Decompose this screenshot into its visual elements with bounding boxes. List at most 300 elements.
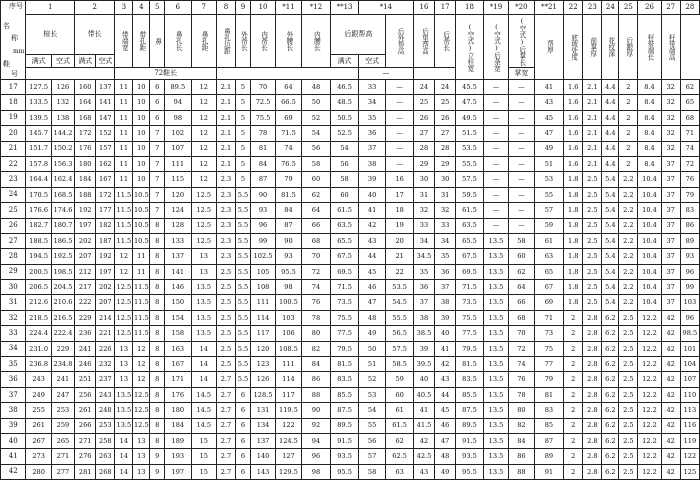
name-c6: 鼻孔长 — [165, 15, 191, 68]
value-cell: 62 — [386, 433, 414, 448]
colnum-26: 26 — [638, 1, 661, 15]
value-cell: 63 — [534, 249, 564, 264]
value-cell: 2.5 — [216, 295, 235, 310]
value-cell: 13 — [191, 264, 216, 279]
value-cell: 39 — [435, 310, 456, 325]
value-cell: 67.5 — [331, 249, 359, 264]
corner-xu: 序号 — [9, 2, 23, 10]
value-cell: 12 — [115, 249, 133, 264]
value-cell: 60 — [301, 172, 331, 187]
value-cell: 122 — [276, 418, 301, 433]
value-cell: 5.4 — [602, 172, 619, 187]
name-c18: (空式)后条宽 — [483, 15, 508, 80]
value-cell: 98 — [301, 464, 331, 479]
value-cell: 10 — [133, 141, 150, 156]
value-cell: 12.5 — [115, 295, 133, 310]
value-cell: 13.5 — [483, 233, 508, 248]
value-cell: 13.5 — [115, 403, 133, 418]
value-cell: 72 — [509, 341, 534, 356]
value-cell: 34.5 — [413, 249, 434, 264]
value-cell: 188 — [75, 187, 96, 202]
value-cell: 81.5 — [456, 357, 484, 372]
value-cell: 7 — [150, 203, 165, 218]
value-cell: 39 — [413, 341, 434, 356]
value-cell: 74 — [680, 141, 699, 156]
value-cell: 218.5 — [26, 310, 51, 325]
value-cell: 10.4 — [638, 280, 661, 295]
value-cell: 56 — [358, 433, 386, 448]
value-cell: 76 — [301, 295, 331, 310]
value-cell: 1.8 — [564, 172, 583, 187]
value-cell: 74 — [301, 280, 331, 295]
value-cell: 156.3 — [51, 156, 74, 171]
value-cell: 168.5 — [51, 187, 74, 202]
value-cell: 122 — [680, 449, 699, 464]
name-c3: 带端宽 — [115, 15, 133, 68]
value-cell: — — [509, 80, 534, 95]
value-cell: 46 — [358, 280, 386, 295]
value-cell: 89 — [534, 449, 564, 464]
value-cell: 39 — [358, 172, 386, 187]
value-cell: 37 — [661, 249, 680, 264]
value-cell: 2.5 — [583, 203, 602, 218]
colnum-2: 2 — [75, 1, 115, 15]
value-cell: 5 — [236, 156, 251, 171]
value-cell: 8 — [150, 295, 165, 310]
value-cell: 12.5 — [133, 403, 150, 418]
value-cell: 2.7 — [216, 403, 235, 418]
table-body — [1, 80, 700, 480]
value-cell: 12.5 — [115, 310, 133, 325]
name-c20: 帮厚 — [534, 15, 564, 80]
value-cell: 77.5 — [331, 326, 359, 341]
value-cell: 5 — [236, 141, 251, 156]
value-cell: 192 — [75, 203, 96, 218]
value-cell: 42 — [661, 357, 680, 372]
value-cell: 10.5 — [133, 218, 150, 233]
value-cell: 167 — [96, 172, 115, 187]
value-cell: — — [483, 110, 508, 125]
value-cell: 43 — [534, 95, 564, 110]
table-row — [1, 95, 700, 110]
name-c4: 带孔距 — [133, 15, 150, 68]
value-cell: 2 — [564, 464, 583, 479]
value-cell: 7 — [150, 187, 165, 202]
value-cell: 2 — [564, 372, 583, 387]
value-cell: 6.2 — [602, 449, 619, 464]
size-cell: 29 — [1, 264, 26, 279]
value-cell: 2 — [619, 141, 638, 156]
value-cell: 40.5 — [413, 387, 434, 402]
value-cell: 55.5 — [456, 156, 484, 171]
value-cell: 14 — [115, 464, 133, 479]
value-cell: 2.5 — [619, 341, 638, 356]
value-cell: 6 — [236, 449, 251, 464]
value-cell: 11 — [115, 172, 133, 187]
value-cell: 1.6 — [564, 80, 583, 95]
value-cell: 47.5 — [456, 95, 484, 110]
value-cell: 1.8 — [564, 218, 583, 233]
table-row — [1, 110, 700, 125]
name-c23: 花纹深 — [602, 15, 619, 80]
value-cell: 51.5 — [456, 126, 484, 141]
value-cell: 38 — [358, 156, 386, 171]
value-cell: 48 — [435, 449, 456, 464]
value-cell: 12.5 — [115, 280, 133, 295]
name-c16: 后帮长 — [435, 15, 456, 68]
value-cell: 86 — [680, 218, 699, 233]
value-cell: 13.5 — [191, 326, 216, 341]
value-cell: 37 — [661, 187, 680, 202]
value-cell: 44 — [358, 249, 386, 264]
value-cell: 176.6 — [26, 203, 51, 218]
value-cell: 231.0 — [26, 341, 51, 356]
size-cell: 34 — [1, 341, 26, 356]
value-cell: 96 — [250, 218, 275, 233]
value-cell: 71.5 — [456, 280, 484, 295]
value-cell: — — [483, 172, 508, 187]
value-cell: 2.8 — [583, 387, 602, 402]
value-cell: 48 — [358, 310, 386, 325]
value-cell: 93 — [250, 203, 275, 218]
corner-mm: mm — [13, 48, 25, 55]
name-c2: 带长 — [75, 15, 115, 55]
value-cell: 103 — [276, 310, 301, 325]
corner-xie: 鞋 — [3, 60, 10, 68]
value-cell: 229 — [51, 341, 74, 356]
value-cell: 31 — [435, 187, 456, 202]
value-cell: 20 — [386, 233, 414, 248]
value-cell: 28 — [413, 141, 434, 156]
value-cell: 171 — [165, 372, 191, 387]
value-cell: 75.5 — [250, 110, 275, 125]
value-cell: 5.5 — [236, 372, 251, 387]
value-cell: 68 — [301, 233, 331, 248]
value-cell: 2.7 — [216, 464, 235, 479]
label-blank-2 — [216, 68, 358, 80]
label-dash: — — [358, 68, 413, 80]
value-cell: 35 — [358, 110, 386, 125]
value-cell: 37 — [661, 233, 680, 248]
value-cell: 89.5 — [331, 418, 359, 433]
value-cell: 266 — [75, 418, 96, 433]
value-cell: 200.5 — [26, 264, 51, 279]
value-cell: 11 — [115, 80, 133, 95]
value-cell: 261 — [26, 418, 51, 433]
value-cell: 49 — [534, 141, 564, 156]
size-cell: 40 — [1, 433, 26, 448]
value-cell: 202 — [96, 280, 115, 295]
value-cell: 102.5 — [250, 249, 275, 264]
colnum-25: 25 — [619, 1, 638, 15]
value-cell: 162.4 — [51, 172, 74, 187]
name-c25: 杆带端长 — [638, 15, 661, 80]
value-cell: — — [509, 156, 534, 171]
value-cell: 2.2 — [619, 172, 638, 187]
value-cell: 52.5 — [331, 126, 359, 141]
value-cell: 47 — [435, 433, 456, 448]
value-cell: 60 — [386, 387, 414, 402]
value-cell: 54 — [301, 126, 331, 141]
size-cell: 23 — [1, 172, 26, 187]
value-cell: 8 — [150, 341, 165, 356]
value-cell: 69.5 — [456, 264, 484, 279]
value-cell: 41 — [435, 341, 456, 356]
value-cell: 85 — [534, 418, 564, 433]
value-cell: 241 — [51, 372, 74, 387]
value-cell: 94 — [301, 433, 331, 448]
value-cell: 8.4 — [638, 141, 661, 156]
value-cell: 11.5 — [133, 326, 150, 341]
value-cell: 132 — [51, 95, 74, 110]
size-cell: 33 — [1, 326, 26, 341]
value-cell: 198.5 — [51, 264, 74, 279]
value-cell: 145.7 — [26, 126, 51, 141]
table-row — [1, 372, 700, 387]
value-cell: 5.5 — [236, 249, 251, 264]
value-cell: 49 — [435, 464, 456, 479]
name-c24: 后跟厚 — [619, 15, 638, 80]
colnum-22: 22 — [564, 1, 583, 15]
table-row — [1, 80, 700, 95]
value-cell: 193 — [165, 449, 191, 464]
value-cell: 2.3 — [216, 218, 235, 233]
value-cell: 33 — [358, 80, 386, 95]
value-cell: 29 — [435, 156, 456, 171]
value-cell: 259 — [51, 418, 74, 433]
value-cell: 184 — [75, 172, 96, 187]
value-cell: 2.7 — [216, 433, 235, 448]
value-cell: 1.8 — [564, 187, 583, 202]
value-cell: 192 — [96, 249, 115, 264]
value-cell: 64 — [509, 280, 534, 295]
value-cell: 75.5 — [456, 310, 484, 325]
value-cell: 15 — [191, 464, 216, 479]
value-cell: 48.5 — [331, 95, 359, 110]
value-cell: 79 — [276, 172, 301, 187]
value-cell: 52 — [358, 372, 386, 387]
value-cell: 42 — [661, 418, 680, 433]
name-c15: 后里帮高 — [413, 15, 434, 68]
size-cell: 19 — [1, 110, 26, 125]
value-cell: 11 — [115, 126, 133, 141]
colnum-13: **13 — [331, 1, 359, 15]
value-cell: 2.1 — [216, 80, 235, 95]
value-cell: 147 — [96, 110, 115, 125]
value-cell: 2.1 — [216, 141, 235, 156]
value-cell: 116 — [680, 418, 699, 433]
value-cell: 46.5 — [331, 80, 359, 95]
corner-hao: 号 — [11, 70, 18, 78]
colnum-16: 16 — [413, 1, 434, 15]
value-cell: 12 — [191, 95, 216, 110]
value-cell: 182 — [96, 218, 115, 233]
label-72-length: 72鞋长 — [115, 68, 217, 80]
value-cell: 37 — [661, 264, 680, 279]
value-cell: 117 — [250, 326, 275, 341]
name-c21: 底坡处度 — [564, 15, 583, 80]
colnum-24: 24 — [602, 1, 619, 15]
colnum-20: *20 — [509, 1, 534, 15]
value-cell: 42 — [661, 341, 680, 356]
value-cell: 6.2 — [602, 357, 619, 372]
value-cell: 32 — [661, 80, 680, 95]
value-cell: 38 — [435, 295, 456, 310]
value-cell: 12 — [191, 172, 216, 187]
name-c5: 鼻 — [150, 15, 165, 68]
value-cell: 1.6 — [564, 141, 583, 156]
value-cell: 25 — [413, 95, 434, 110]
value-cell: 10.4 — [638, 249, 661, 264]
value-cell: 5.4 — [602, 280, 619, 295]
value-cell: 36 — [358, 126, 386, 141]
value-cell: 256 — [75, 387, 96, 402]
value-cell: 2.3 — [216, 187, 235, 202]
table-row — [1, 249, 700, 264]
value-cell: 2.5 — [583, 249, 602, 264]
value-cell: 5.4 — [602, 187, 619, 202]
value-cell: — — [509, 187, 534, 202]
value-cell: 174.6 — [51, 203, 74, 218]
value-cell: 2 — [564, 418, 583, 433]
value-cell: 6 — [236, 433, 251, 448]
value-cell: 58 — [301, 156, 331, 171]
value-cell: 96 — [680, 264, 699, 279]
value-cell: 263 — [96, 449, 115, 464]
value-cell: 6.2 — [602, 464, 619, 479]
value-cell: 13.5 — [483, 357, 508, 372]
value-cell: 2.1 — [216, 156, 235, 171]
value-cell: 32 — [413, 203, 434, 218]
value-cell: — — [483, 203, 508, 218]
value-cell: 26 — [413, 110, 434, 125]
table-row — [1, 172, 700, 187]
colnum-27: 27 — [661, 1, 680, 15]
value-cell: — — [483, 80, 508, 95]
value-cell: 88 — [509, 464, 534, 479]
value-cell: 12 — [133, 372, 150, 387]
value-cell: 66 — [301, 218, 331, 233]
value-cell: 5.4 — [602, 218, 619, 233]
value-cell: 222.4 — [51, 326, 74, 341]
value-cell: 83 — [680, 203, 699, 218]
value-cell: 2.5 — [619, 372, 638, 387]
value-cell: 7 — [150, 141, 165, 156]
value-cell: 2.8 — [583, 357, 602, 372]
value-cell: 2.8 — [583, 433, 602, 448]
size-cell: 17 — [1, 80, 26, 95]
value-cell: 62.5 — [386, 449, 414, 464]
value-cell: 41 — [413, 403, 434, 418]
value-cell: 37 — [435, 280, 456, 295]
value-cell: 2 — [564, 326, 583, 341]
value-cell: — — [386, 80, 414, 95]
value-cell: 2.5 — [619, 418, 638, 433]
value-cell: 57 — [358, 449, 386, 464]
value-cell: 10.4 — [638, 295, 661, 310]
value-cell: 65.5 — [456, 233, 484, 248]
value-cell: 68 — [680, 110, 699, 125]
value-cell: 32 — [661, 95, 680, 110]
value-cell: 60 — [331, 187, 359, 202]
value-cell: 249 — [26, 387, 51, 402]
value-cell: 5.5 — [236, 326, 251, 341]
value-cell: 2 — [619, 95, 638, 110]
value-cell: 53.5 — [386, 280, 414, 295]
value-cell: 6 — [236, 403, 251, 418]
value-cell: 164 — [75, 95, 96, 110]
value-cell: 4.4 — [602, 126, 619, 141]
value-cell: — — [509, 218, 534, 233]
value-cell: 13.5 — [483, 249, 508, 264]
value-cell: 81 — [534, 387, 564, 402]
value-cell: 98.5 — [680, 326, 699, 341]
value-cell: 2 — [619, 110, 638, 125]
value-cell: 8 — [150, 280, 165, 295]
value-cell: 1.8 — [564, 203, 583, 218]
value-cell: 14 — [191, 341, 216, 356]
value-cell: 133 — [165, 233, 191, 248]
value-cell: 79 — [680, 187, 699, 202]
value-cell: 157 — [96, 141, 115, 156]
value-cell: 42 — [358, 218, 386, 233]
table-row — [1, 464, 700, 479]
colnum-8: 8 — [216, 1, 235, 15]
value-cell: 9 — [150, 449, 165, 464]
value-cell: 13.5 — [115, 387, 133, 402]
value-cell: 94 — [165, 95, 191, 110]
value-cell: 12.2 — [638, 387, 661, 402]
value-cell: 170.5 — [26, 187, 51, 202]
value-cell: 13.5 — [483, 418, 508, 433]
value-cell: 32 — [435, 203, 456, 218]
value-cell: 216.5 — [51, 310, 74, 325]
size-cell: 37 — [1, 387, 26, 402]
value-cell: 139.5 — [26, 110, 51, 125]
value-cell: 2.2 — [619, 280, 638, 295]
table-row — [1, 203, 700, 218]
value-cell: 14 — [115, 449, 133, 464]
value-cell: 14 — [191, 357, 216, 372]
value-cell: 6 — [150, 110, 165, 125]
value-cell: 62 — [301, 187, 331, 202]
size-cell: 24 — [1, 187, 26, 202]
value-cell: 52 — [301, 110, 331, 125]
value-cell: 96 — [680, 310, 699, 325]
value-cell: 9 — [150, 464, 165, 479]
value-cell: 12.5 — [191, 187, 216, 202]
value-cell: 63 — [386, 464, 414, 479]
value-cell: 13.5 — [191, 310, 216, 325]
sub-c1-man: 满式 — [26, 55, 51, 68]
value-cell: 111 — [250, 295, 275, 310]
value-cell: 57 — [534, 203, 564, 218]
value-cell: — — [483, 141, 508, 156]
value-cell: 253 — [51, 403, 74, 418]
value-cell: 2.5 — [619, 403, 638, 418]
value-cell: 58 — [358, 464, 386, 479]
value-cell: 49.5 — [456, 110, 484, 125]
value-cell: 273 — [26, 449, 51, 464]
value-cell: 87.5 — [456, 403, 484, 418]
value-cell: 37 — [358, 141, 386, 156]
size-cell: 36 — [1, 372, 26, 387]
value-cell: 64 — [276, 80, 301, 95]
value-cell: 137 — [165, 249, 191, 264]
value-cell: 42 — [661, 372, 680, 387]
value-cell: 2.3 — [216, 172, 235, 187]
value-cell: 71 — [680, 126, 699, 141]
